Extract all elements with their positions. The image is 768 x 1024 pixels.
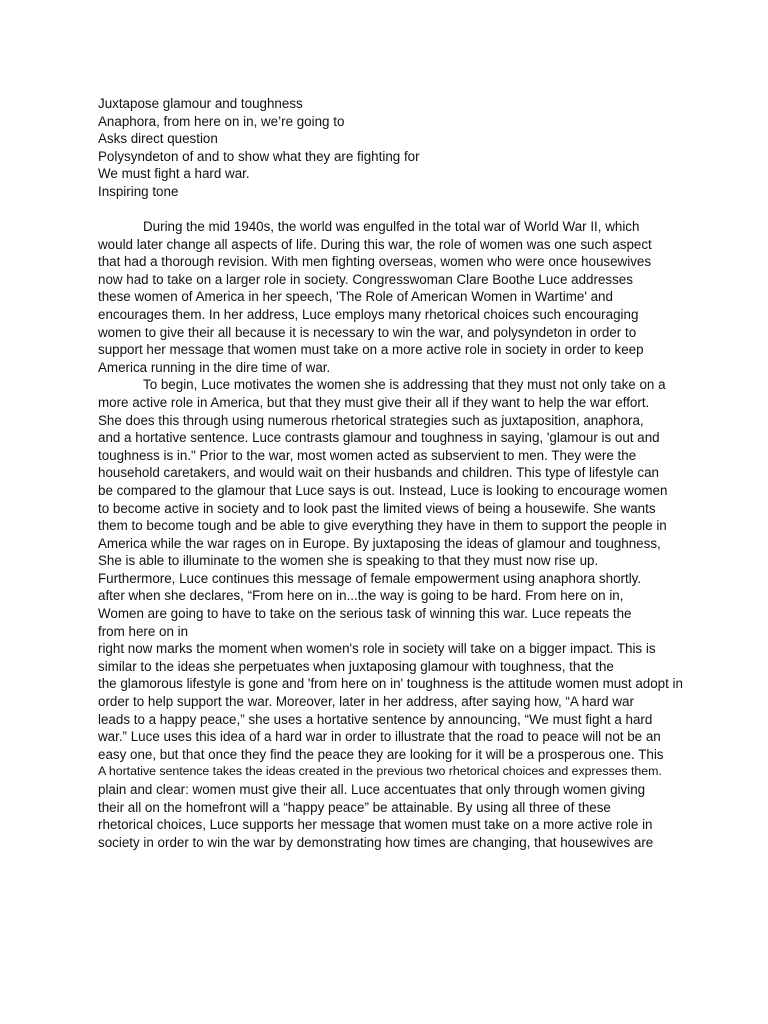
essay-line: similar to the ideas she perpetuates when juxtaposing glamour with toughness, that the xyxy=(98,658,614,674)
note-line: Anaphora, from here on in, we’re going to xyxy=(98,113,345,129)
essay-line: A hortative sentence takes the ideas created in the previous two rhetorical choices and expresses them. xyxy=(98,764,662,779)
essay-line: Furthermore, Luce continues this message of female empowerment using anaphora shortly. xyxy=(98,570,642,586)
notes-block xyxy=(98,95,698,201)
note-line: We must fight a hard war. xyxy=(98,166,250,182)
essay-line: be compared to the glamour that Luce says is out. Instead, Luce is looking to encourage women xyxy=(98,482,668,498)
essay-line: society in order to win the war by demonstrating how times are changing, that housewives are xyxy=(98,834,654,850)
essay-line: more active role in America, but that they must give their all if they want to help the war effort. xyxy=(98,394,650,410)
essay-line: to become active in society and to look past the limited views of being a housewife. She wants xyxy=(98,500,656,516)
essay-line: encourages them. In her address, Luce employs many rhetorical choices such encouraging xyxy=(98,306,639,322)
essay-line: now had to take on a larger role in society. Congresswoman Clare Boothe Luce addresses xyxy=(98,271,633,287)
essay-line: order to help support the war. Moreover, later in her address, after saying how, “A hard war xyxy=(98,694,634,710)
essay-line: after when she declares, “From here on in...the way is going to be hard. From here on in, xyxy=(98,588,624,604)
note-line: Asks direct question xyxy=(98,131,218,147)
essay-line: toughness is in." Prior to the war, most women acted as subservient to men. They were the xyxy=(98,447,637,463)
note-line: Juxtapose glamour and toughness xyxy=(98,96,303,111)
essay-line: would later change all aspects of life. During this war, the role of women was one such aspect xyxy=(98,236,652,252)
essay-line: America while the war rages on in Europe. By juxtaposing the ideas of glamour and toughness, xyxy=(98,535,661,551)
essay-body xyxy=(98,218,698,851)
essay-line: rhetorical choices, Luce supports her message that women must take on a more active role in xyxy=(98,817,653,833)
essay-line: these women of America in her speech, 'The Role of American Women in Wartime' and xyxy=(98,289,613,305)
essay-line: Women are going to have to take on the serious task of winning this war. Luce repeats the xyxy=(98,606,632,622)
essay-line: them to become tough and be able to give everything they have in them to support the people in xyxy=(98,518,667,534)
essay-line: women to give their all because it is necessary to win the war, and polysyndeton in order to xyxy=(98,324,637,340)
essay-line: and a hortative sentence. Luce contrasts glamour and toughness in saying, 'glamour is out and xyxy=(98,430,660,446)
essay-line: leads to a happy peace,” she uses a hortative sentence by announcing, “We must fight a hard xyxy=(98,711,653,727)
essay-line: household caretakers, and would wait on their husbands and children. This type of lifestyle can xyxy=(98,465,660,481)
essay-line: that had a thorough revision. With men fighting overseas, women who were once housewives xyxy=(98,254,652,270)
essay-line: America running in the dire time of war. xyxy=(98,359,331,375)
essay-line: their all on the homefront will a “happy peace” be attainable. By using all three of these xyxy=(98,799,611,815)
essay-line: She is able to illuminate to the women she is speaking to that they must now rise up. xyxy=(98,553,599,569)
note-line: Polysyndeton of and to show what they are fighting for xyxy=(98,148,420,164)
essay-line: right now marks the moment when women's role in society will take on a bigger impact. This is xyxy=(98,641,656,657)
note-line: Inspiring tone xyxy=(98,183,179,199)
essay-line: plain and clear: women must give their all. Luce accentuates that only through women giving xyxy=(98,782,646,797)
essay-line: support her message that women must take on a more active role in society in order to keep xyxy=(98,342,644,358)
essay-line: the glamorous lifestyle is gone and 'from here on in' toughness is the attitude women must adopt in xyxy=(98,676,683,692)
essay-line: from here on in xyxy=(98,623,189,639)
essay-line: easy one, but that once they find the peace they are looking for it will be a prosperous one. This xyxy=(98,746,664,762)
paragraph-first-line: During the mid 1940s, the world was engulfed in the total war of World War II, which xyxy=(143,219,640,234)
paragraph-first-line: To begin, Luce motivates the women she is addressing that they must not only take on a xyxy=(143,377,666,393)
essay-line: war.” Luce uses this idea of a hard war in order to illustrate that the road to peace will not be an xyxy=(98,729,661,745)
essay-line: She does this through using numerous rhetorical strategies such as juxtaposition, anaphora, xyxy=(98,412,644,428)
